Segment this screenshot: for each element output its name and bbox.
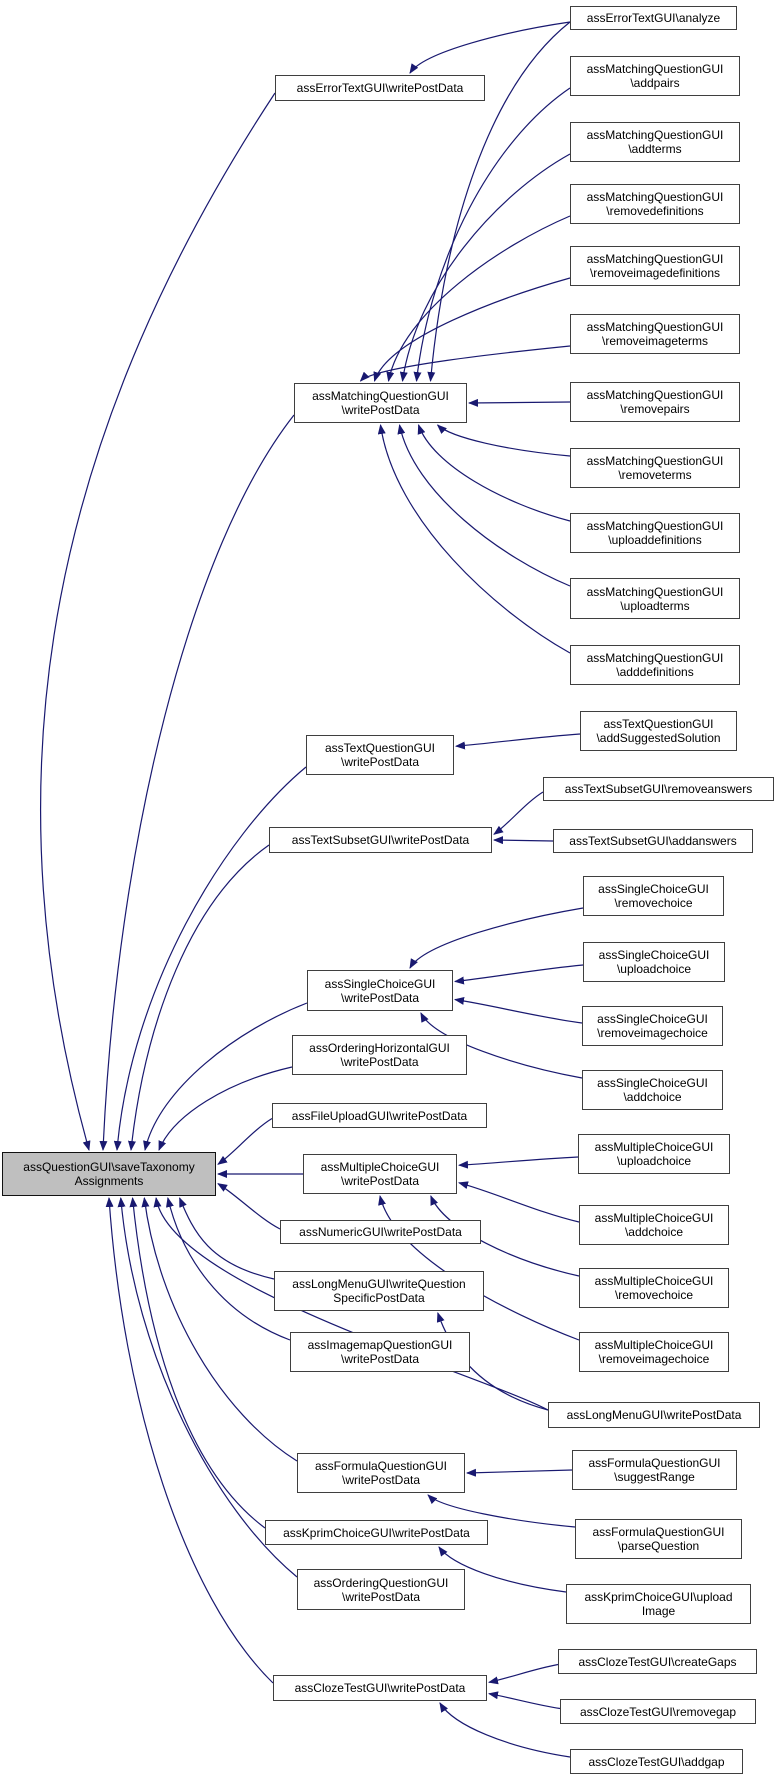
graph-node-label: \removeimagechoice [598,1352,710,1366]
graph-node-cloze_addgap[interactable] [570,1749,743,1774]
graph-node-label: assFormulaQuestionGUI [314,1459,448,1473]
graph-node-sc_uploadchoice[interactable] [583,942,725,982]
graph-node-main [2,1152,216,1196]
call-edge-mc_uploadchoice-to-multiplechoice_wpd [459,1157,578,1165]
call-edge-numeric_wpd-to-main [218,1184,280,1229]
call-edge-matching_adddefinitions-to-matching_wpd [381,425,571,653]
graph-node-label: \writePostData [340,1352,420,1366]
graph-node-cloze_removegap[interactable] [560,1699,756,1724]
graph-node-label: \adddefinitions [616,665,694,679]
call-edge-cloze_addgap-to-clozetest_wpd [440,1703,570,1757]
graph-node-matching_removepairs[interactable] [570,382,740,422]
call-edge-imagemap_wpd-to-main [168,1198,290,1340]
graph-node-label: \suggestRange [614,1470,695,1484]
call-edge-cloze_creategaps-to-clozetest_wpd [489,1665,558,1683]
graph-node-label: \removedefinitions [606,204,704,218]
call-edge-errortext_analyze-to-errortext_wpd [410,22,570,73]
graph-node-label: assClozeTestGUI\createGaps [578,1654,737,1669]
graph-node-multiplechoice_wpd[interactable] [303,1154,457,1194]
graph-node-label: \uploadterms [620,598,690,613]
graph-node-label: \parseQuestion [617,1539,700,1553]
call-edge-kprim_wpd-to-main [133,1198,265,1528]
graph-node-label: \writePostData [340,1055,419,1069]
graph-node-textsubset_wpd[interactable] [269,827,492,853]
graph-node-orderinghorizontal_wpd[interactable] [292,1035,467,1075]
call-edge-sc_uploadchoice-to-singlechoice_wpd [455,965,583,981]
call-edge-textsubset_wpd-to-main [131,845,269,1150]
call-edge-clozetest_wpd-to-main [109,1198,273,1683]
graph-node-label: assMatchingQuestionGUI [586,651,724,665]
graph-node-label: assTextSubsetGUI\writePostData [291,833,470,847]
graph-node-kprim_wpd[interactable] [265,1520,488,1545]
graph-node-matching_addpairs[interactable] [570,56,740,96]
graph-node-label: Image [641,1604,676,1618]
graph-node-cloze_creategaps[interactable] [558,1649,757,1674]
graph-node-kprim_uploadimage[interactable] [566,1584,751,1624]
graph-node-label: \addchoice [624,1225,684,1239]
call-edge-formula_wpd-to-main [144,1198,297,1461]
graph-node-label: \writePostData [340,990,420,1005]
call-edge-errortext_wpd-to-main [40,93,275,1150]
graph-node-label: assOrderingQuestionGUI [313,1575,449,1590]
graph-node-sc_addchoice[interactable] [582,1070,723,1110]
graph-node-label: assOrderingHorizontalGUI [309,1041,450,1055]
graph-node-label: assMultipleChoiceGUI [320,1160,440,1174]
graph-node-label: assMultipleChoiceGUI [594,1338,714,1352]
graph-node-formula_wpd[interactable] [297,1453,465,1493]
graph-node-label: assLongMenuGUI\writeQuestion [292,1277,466,1291]
graph-node-label: assImagemapQuestionGUI [307,1338,453,1352]
graph-node-label: \removeterms [618,468,692,482]
graph-node-formula_suggestrange[interactable] [572,1450,737,1490]
graph-node-label: \uploadchoice [616,1154,692,1168]
graph-node-label: \removeimagechoice [597,1026,708,1040]
graph-node-label: assFormulaQuestionGUI [588,1456,721,1470]
graph-node-label: assMultipleChoiceGUI [594,1274,714,1288]
graph-node-longmenu_wqspd[interactable] [274,1271,484,1311]
graph-node-label: assKprimChoiceGUI\writePostData [283,1525,470,1540]
call-edge-sc_removechoice-to-singlechoice_wpd [410,908,583,968]
graph-node-singlechoice_wpd[interactable] [307,970,453,1011]
call-edge-textsubset_removeanswers-to-textsubset_wpd [494,792,543,834]
graph-node-label: \uploaddefinitions [608,533,702,547]
graph-node-label: assMatchingQuestionGUI [586,252,724,266]
graph-node-label: assMatchingQuestionGUI [586,190,724,204]
graph-node-label: assMatchingQuestionGUI [586,388,724,402]
graph-node-label: assClozeTestGUI\removegap [579,1704,737,1719]
graph-node-matching_removeimagedefinitions[interactable] [570,246,740,286]
graph-node-label: Assignments [74,1174,144,1188]
graph-node-label: assMatchingQuestionGUI [586,128,724,142]
call-edge-longmenu_wqspd-to-main [180,1198,274,1279]
graph-node-textquestion_addsuggestedsolution[interactable] [580,711,737,751]
call-edge-matching_uploadterms-to-matching_wpd [400,425,570,586]
call-edge-textquestion_wpd-to-main [117,767,306,1150]
graph-node-label: \removeimageterms [601,334,709,348]
graph-node-label: assMatchingQuestionGUI [312,389,449,403]
call-edge-formula_suggestrange-to-formula_wpd [467,1470,572,1473]
graph-node-label: assMultipleChoiceGUI [594,1211,714,1225]
graph-node-label: \writePostData [341,1589,421,1604]
graph-node-mc_removechoice[interactable] [579,1268,729,1308]
graph-node-label: assTextQuestionGUI [324,741,436,755]
graph-node-label: assMatchingQuestionGUI [586,584,724,599]
graph-node-sc_removeimagechoice[interactable] [582,1006,723,1046]
graph-node-label: \removeimagedefinitions [589,266,721,280]
call-edge-cloze_removegap-to-clozetest_wpd [489,1694,560,1709]
graph-node-label: assTextSubsetGUI\addanswers [569,834,737,848]
graph-node-sc_removechoice[interactable] [583,876,724,916]
call-edge-fileupload_wpd-to-main [218,1119,272,1165]
graph-node-label: assMatchingQuestionGUI [586,519,724,533]
graph-node-label: \writePostData [340,755,420,769]
graph-node-matching_removeterms[interactable] [570,448,740,488]
graph-node-matching_adddefinitions[interactable] [570,645,740,685]
call-edge-matching_removeimagedefinitions-to-matching_wpd [375,278,571,381]
graph-node-label: assErrorTextGUI\analyze [586,11,721,25]
graph-node-orderingquestion_wpd[interactable] [297,1569,465,1610]
call-edge-matching_removeterms-to-matching_wpd [438,425,570,456]
graph-node-label: assErrorTextGUI\writePostData [296,81,464,95]
call-edge-matching_removeimageterms-to-matching_wpd [361,346,571,381]
graph-node-errortext_analyze[interactable] [570,6,737,30]
graph-node-clozetest_wpd[interactable] [273,1675,487,1701]
graph-node-matching_uploaddefinitions[interactable] [570,513,740,553]
graph-node-label: assMatchingQuestionGUI [586,454,724,468]
graph-node-formula_parsequestion[interactable] [575,1519,742,1559]
graph-node-matching_wpd[interactable] [294,383,467,423]
graph-node-label: assSingleChoiceGUI [598,882,709,896]
graph-node-imagemap_wpd[interactable] [290,1332,470,1372]
call-edge-matching_addpairs-to-matching_wpd [417,88,571,381]
graph-node-label: assQuestionGUI\saveTaxonomy [23,1160,195,1174]
graph-node-label: \removepairs [620,402,690,416]
graph-node-matching_uploadterms[interactable] [570,578,740,619]
graph-node-mc_addchoice[interactable] [579,1205,729,1245]
graph-node-label: assKprimChoiceGUI\upload [584,1590,733,1604]
graph-node-label: assSingleChoiceGUI [598,948,710,962]
graph-node-label: \writePostData [341,1473,421,1487]
graph-node-longmenu_wpd[interactable] [548,1402,760,1428]
graph-node-label: assMatchingQuestionGUI [586,62,724,76]
graph-node-label: assSingleChoiceGUI [324,976,436,991]
graph-node-label: assClozeTestGUI\writePostData [294,1681,466,1695]
graph-node-errortext_wpd[interactable] [275,75,485,101]
graph-node-label: \removechoice [614,896,693,910]
graph-node-matching_addterms[interactable] [570,122,740,162]
graph-node-label: \writePostData [341,403,420,417]
call-edge-textsubset_addanswers-to-textsubset_wpd [494,840,553,841]
graph-node-label: assSingleChoiceGUI [597,1076,708,1090]
graph-node-label: assTextSubsetGUI\removeanswers [564,782,753,796]
graph-node-textsubset_removeanswers[interactable] [543,777,774,801]
graph-node-textquestion_wpd[interactable] [306,735,454,775]
call-edge-matching_uploaddefinitions-to-matching_wpd [419,425,570,521]
graph-node-label: assTextQuestionGUI [603,717,714,731]
graph-node-label: assNumericGUI\writePostData [299,1225,462,1239]
graph-node-matching_removedefinitions[interactable] [570,184,740,224]
graph-node-mc_removeimagechoice[interactable] [579,1332,729,1372]
call-edge-textquestion_addsuggestedsolution-to-textquestion_wpd [456,734,580,746]
call-edge-mc_addchoice-to-multiplechoice_wpd [459,1183,579,1222]
graph-node-label: \uploadchoice [616,962,692,976]
graph-node-label: \addpairs [630,76,680,90]
graph-node-label: \addSuggestedSolution [596,731,721,745]
graph-node-mc_uploadchoice[interactable] [578,1134,730,1174]
graph-node-label: assMultipleChoiceGUI [594,1140,714,1154]
graph-node-label: SpecificPostData [333,1291,425,1305]
graph-node-numeric_wpd[interactable] [280,1220,481,1244]
call-edge-matching_wpd-to-main [103,415,294,1150]
graph-node-textsubset_addanswers[interactable] [553,829,753,853]
call-edge-matching_addterms-to-matching_wpd [403,154,571,381]
graph-node-label: \writePostData [340,1174,420,1188]
graph-node-label: \addchoice [623,1090,682,1104]
graph-node-label: assSingleChoiceGUI [597,1012,708,1026]
call-edge-matching_removepairs-to-matching_wpd [469,402,570,403]
graph-node-label: assFormulaQuestionGUI [592,1525,725,1539]
graph-node-label: assMatchingQuestionGUI [586,320,724,334]
graph-node-label: \addterms [628,142,682,156]
graph-node-matching_removeimageterms[interactable] [570,314,740,354]
graph-node-label: assLongMenuGUI\writePostData [566,1408,742,1422]
graph-node-label: assFileUploadGUI\writePostData [291,1108,468,1123]
graph-node-label: \removechoice [614,1288,694,1302]
graph-node-label: assClozeTestGUI\addgap [588,1754,725,1769]
call-edge-sc_removeimagechoice-to-singlechoice_wpd [455,1000,582,1023]
graph-node-fileupload_wpd[interactable] [272,1103,487,1128]
